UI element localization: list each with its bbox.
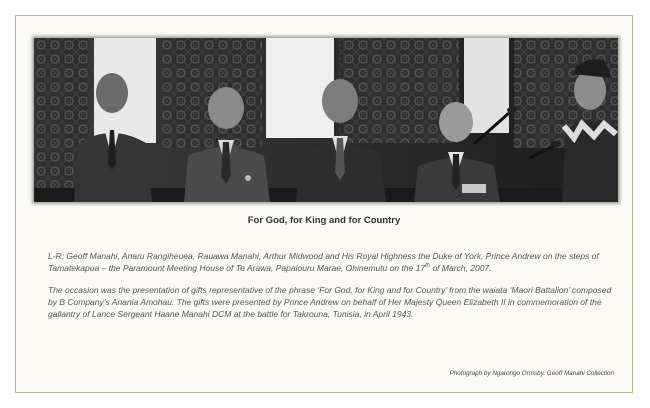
photo-credit: Photograph by Ngarongo Ormsby. Geoff Manahi Collection bbox=[449, 370, 614, 377]
photograph-illustration bbox=[34, 38, 618, 202]
caption-title: For God, for King and for Country bbox=[247, 215, 401, 226]
caption-body bbox=[48, 250, 622, 330]
caption-people-text: L-R: Geoff Manahi, Anaru Rangiheuea, Rauawa Manahi, Arthur Midwood and His Royal Highness the Duke of York, Prince Andrew on the steps of Tamatekapua – the Paramount Meeting House of Te Arawa, Papaiouru Marae, Ohinemutu on the 17 bbox=[48, 251, 599, 273]
caption-people-paragraph bbox=[48, 250, 622, 274]
caption-date-ordinal: th bbox=[425, 263, 431, 270]
caption-date-rest: of March, 2007. bbox=[430, 263, 492, 273]
document-card bbox=[15, 15, 633, 393]
caption-occasion-paragraph: The occasion was the presentation of gifts representative of the phrase ‘For God, for King and for Country’ from the waiata ‘Maori Battalion’ composed by B Company’s Anania Amohau. The gifts were presented by Prince Andrew on behalf of Her Majesty Queen Elizabeth II in commemoration of the gallantry of Lance Sergeant Haane Manahi DCM at the battle for Takrouna, Tunisia, in April 1943. bbox=[48, 285, 612, 319]
ceremony-photograph bbox=[34, 38, 618, 202]
